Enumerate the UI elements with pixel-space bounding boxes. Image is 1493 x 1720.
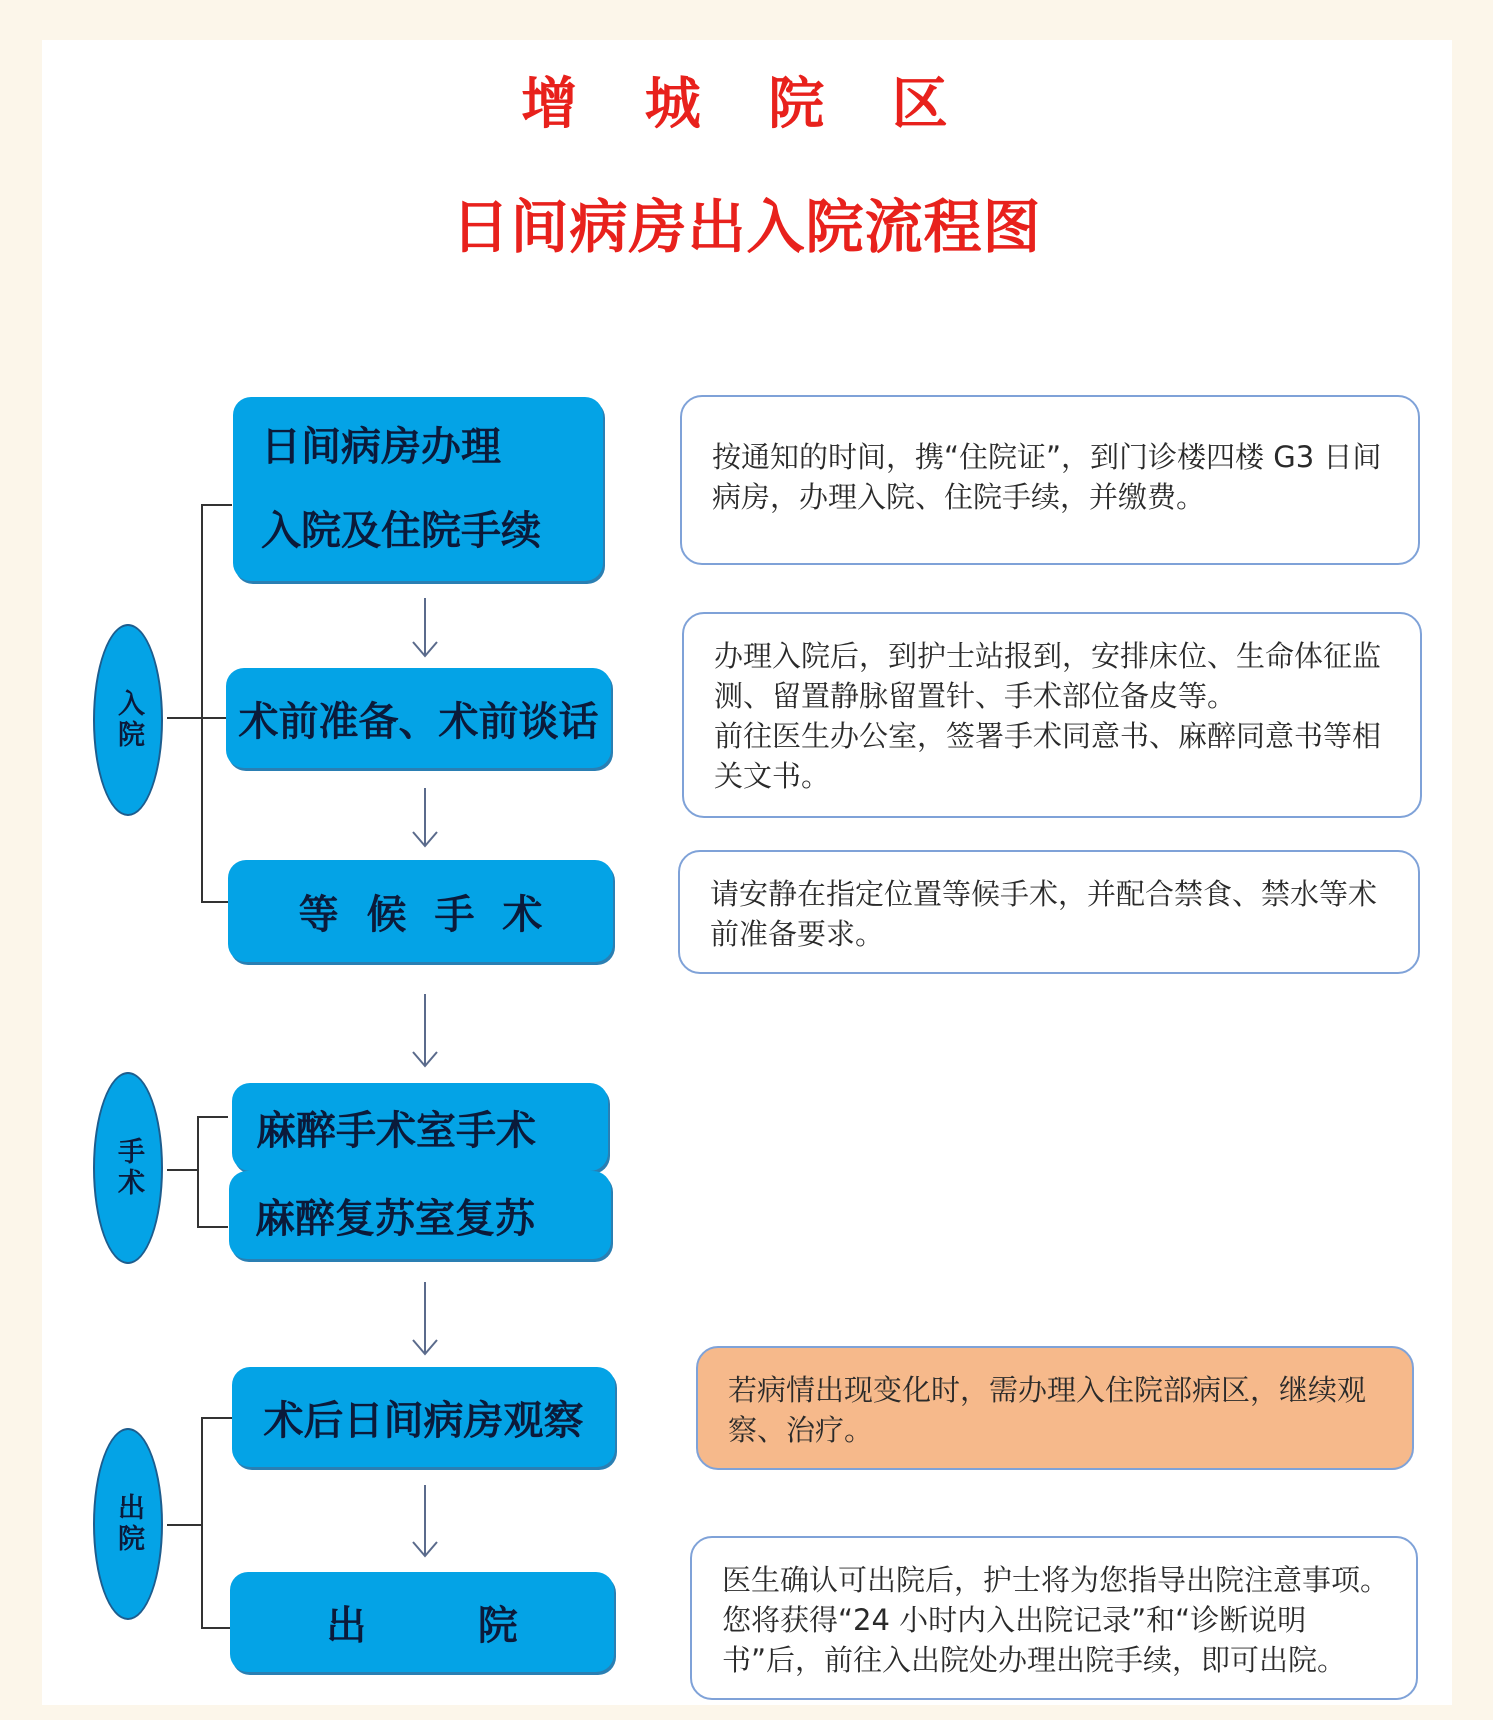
step-recovery: 麻醉复苏室复苏: [229, 1171, 611, 1259]
step-preop-preparation: 术前准备、术前谈话: [226, 668, 611, 768]
step-postop-observation: 术后日间病房观察: [232, 1367, 615, 1467]
phase-admission-oval: 入院: [93, 624, 163, 816]
note-postop-observation: 若病情出现变化时，需办理入住院部病区，继续观察、治疗。: [696, 1346, 1414, 1470]
step-register-line1: 日间病房办理: [261, 424, 501, 470]
step-register-line2: 入院及住院手续: [261, 508, 541, 554]
note-register-admission: 按通知的时间，携“住院证”，到门诊楼四楼 G3 日间病房，办理入院、住院手续，并缴费。: [680, 395, 1420, 565]
phase-surgery-oval: 手术: [93, 1072, 163, 1264]
note-preop-preparation: 办理入院后，到护士站报到，安排床位、生命体征监测、留置静脉留置针、手术部位备皮等。 前往医生办公室，签署手术同意书、麻醉同意书等相关文书。: [682, 612, 1422, 818]
note-discharge: 医生确认可出院后，护士将为您指导出院注意事项。您将获得“24 小时内入出院记录”和“诊断说明书”后，前往入出院处办理出院手续，即可出院。: [690, 1536, 1418, 1700]
step-wait-surgery: 等 候 手 术: [228, 860, 613, 962]
flowchart-title: 日间病房出入院流程图: [451, 193, 1042, 261]
step-discharge: 出 院: [230, 1572, 614, 1672]
note-wait-surgery: 请安静在指定位置等候手术，并配合禁食、禁水等术前准备要求。: [678, 850, 1420, 974]
step-register-admission: [233, 397, 603, 581]
hospital-campus-title: 增 城 院 区: [521, 72, 972, 137]
step-or-surgery: 麻醉手术室手术: [232, 1083, 608, 1171]
phase-discharge-oval: 出院: [93, 1428, 163, 1620]
